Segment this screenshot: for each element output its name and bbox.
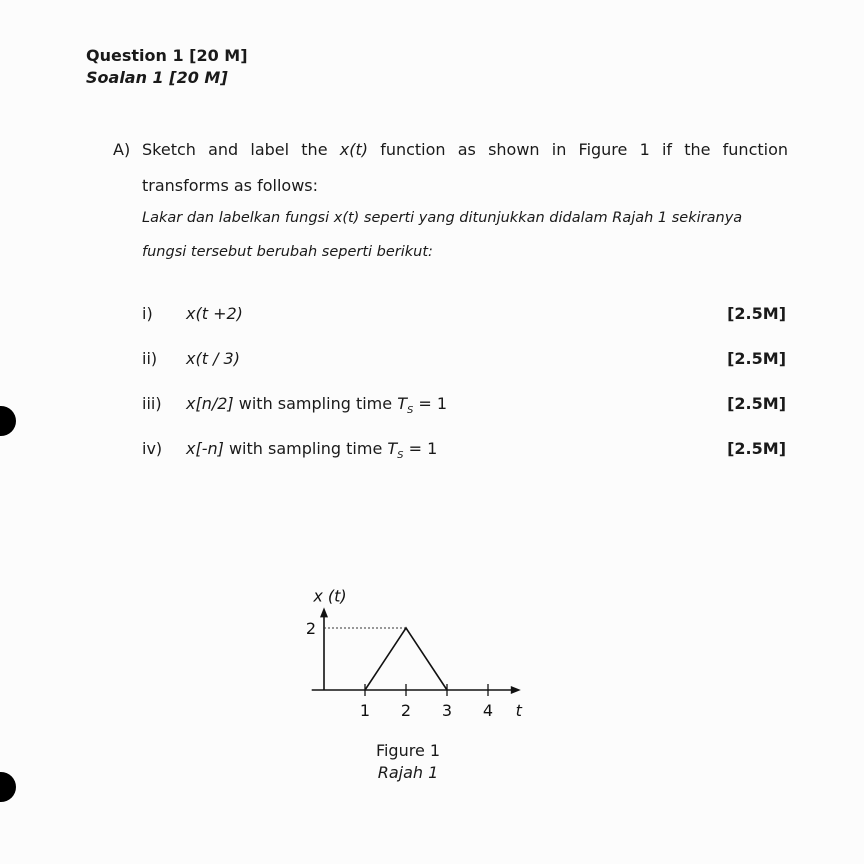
item-marks: [2.5M] [727, 394, 786, 413]
x-axis-label: t [515, 701, 522, 720]
y-axis-arrow [320, 607, 328, 617]
item-marks: [2.5M] [727, 439, 786, 458]
item-ii [142, 349, 786, 369]
sampling-symbol: T [387, 439, 398, 458]
item-expression: x[-n] [186, 439, 224, 458]
item-expression: x(t / 3) [186, 349, 240, 368]
sampling-subscript: S [397, 450, 404, 462]
question-title: Question 1 [20 M] [86, 46, 248, 65]
instruction-line-1 [142, 140, 788, 160]
sampling-subscript: S [406, 405, 414, 417]
sampling-value: = 1 [403, 439, 438, 458]
item-marks: [2.5M] [727, 304, 786, 323]
part-a-label: A) [113, 140, 131, 159]
instruction-malay-line-1: Lakar dan labelkan fungsi x(t) seperti yang ditunjukkan didalam Rajah 1 sekiranya [142, 210, 743, 226]
item-iv [142, 439, 786, 462]
question-title-malay: Soalan 1 [20 M] [86, 68, 228, 87]
figure-1-plot [290, 550, 550, 730]
y-tick-label: 2 [305, 619, 316, 638]
item-number: iii) [142, 394, 162, 413]
x-tick-label: 3 [441, 701, 453, 720]
instruction-text-a: Sketch and label the [142, 140, 328, 159]
item-i [142, 304, 786, 324]
item-marks: [2.5M] [727, 349, 786, 368]
figure-caption: Figure 1 [375, 741, 441, 760]
instruction-function: x(t) [339, 140, 368, 159]
instruction-line-2: transforms as follows: [142, 176, 318, 195]
x-tick-label: 1 [359, 701, 371, 720]
item-number: i) [142, 304, 153, 323]
y-axis-label: x (t) [313, 586, 347, 606]
item-suffix: with sampling time [233, 394, 398, 413]
item-suffix: with sampling time [223, 439, 388, 458]
item-expression-group [186, 394, 447, 421]
item-number: ii) [142, 349, 158, 368]
x-tick-label: 2 [400, 701, 412, 720]
signal-line [365, 628, 447, 690]
binder-hole-bottom [0, 772, 16, 802]
figure-caption-malay: Rajah 1 [377, 763, 439, 782]
instruction-text-b: function as shown in Figure 1 if the function [380, 140, 789, 159]
item-number: iv) [142, 439, 163, 458]
item-expression-group [186, 439, 437, 466]
x-tick-label: 4 [482, 701, 494, 720]
item-expression: x[n/2] [186, 394, 234, 413]
item-iii [142, 394, 786, 417]
instruction-malay-line-2: fungsi tersebut berubah seperti berikut: [142, 244, 433, 260]
item-expression: x(t +2) [186, 304, 243, 323]
sampling-value: = 1 [413, 394, 448, 413]
x-axis-arrow [511, 686, 521, 694]
sampling-symbol: T [397, 394, 407, 413]
binder-hole-top [0, 406, 16, 436]
